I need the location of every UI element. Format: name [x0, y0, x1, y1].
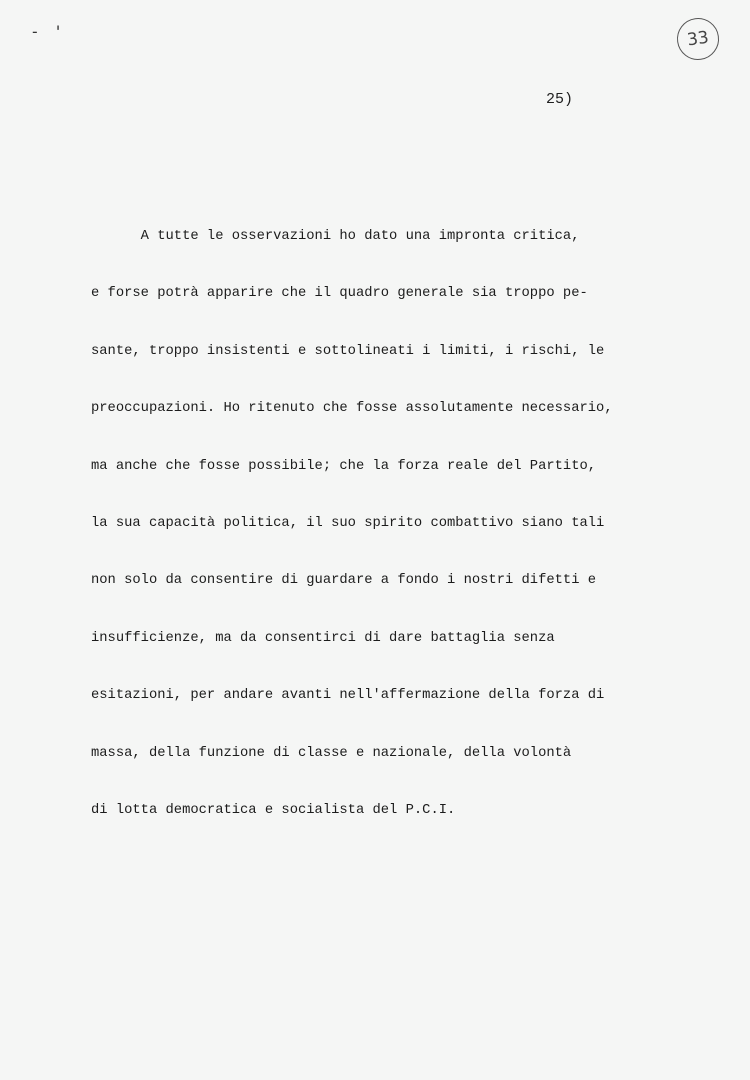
page-stamp-number: 33	[685, 27, 711, 51]
text-line: di lotta democratica e socialista del P.C.I.	[91, 802, 456, 818]
text-line: preoccupazioni. Ho ritenuto che fosse assolutamente necessario,	[91, 401, 613, 417]
text-line: esitazioni, per andare avanti nell'affermazione della forza di	[91, 688, 605, 704]
page-number: 25)	[546, 91, 574, 108]
text-line: massa, della funzione di classe e nazionale, della volontà	[91, 745, 572, 761]
page-stamp	[674, 15, 721, 62]
text-line: ma anche che fosse possibile; che la forza reale del Partito,	[91, 458, 597, 474]
text-line: non solo da consentire di guardare a fondo i nostri difetti e	[91, 573, 597, 589]
text-line: sante, troppo insistenti e sottolineati i limiti, i rischi, le	[91, 343, 605, 359]
text-line: la sua capacità politica, il suo spirito combattivo siano tali	[91, 515, 605, 531]
text-line: insufficienze, ma da consentirci di dare battaglia senza	[91, 630, 555, 646]
text-line: e forse potrà apparire che il quadro generale sia troppo pe-	[91, 286, 588, 302]
corner-mark: - '	[30, 22, 65, 41]
text-line: A tutte le osservazioni ho dato una impronta critica,	[91, 229, 580, 244]
body-paragraph	[91, 193, 671, 854]
